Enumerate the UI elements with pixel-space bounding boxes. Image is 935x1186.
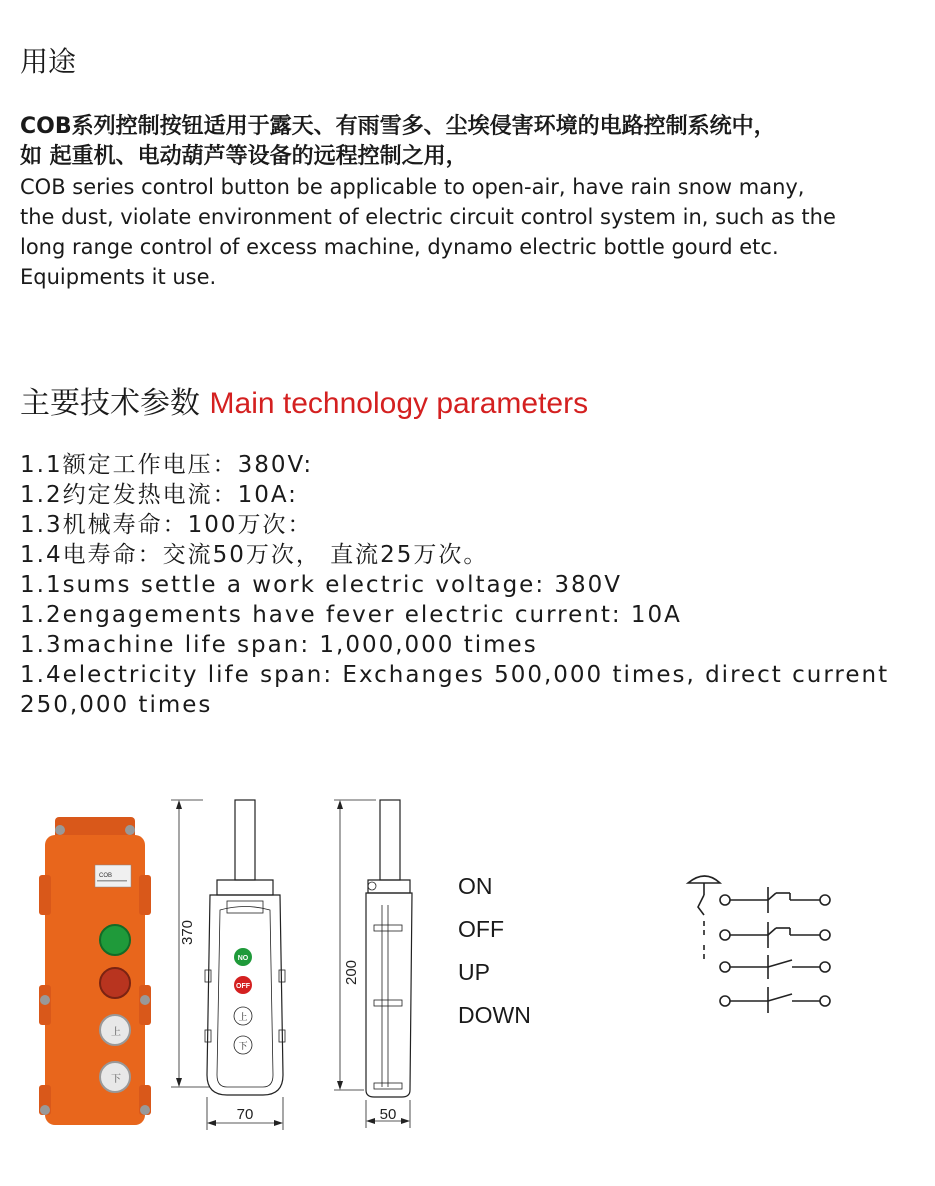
usage-line-en-4: Equipments it use.	[20, 265, 217, 289]
function-on: ON	[458, 873, 493, 899]
usage-line-en-3: long range control of excess machine, dynamo electric bottle gourd etc.	[20, 235, 779, 259]
function-off: OFF	[458, 916, 504, 942]
product-photo	[35, 815, 155, 1135]
dimension-370: 370	[179, 919, 196, 945]
svg-text:上: 上	[111, 1027, 121, 1038]
parameter-item: 1.1sums settle a work electric voltage: 380V	[20, 572, 623, 598]
function-down: DOWN	[458, 1002, 531, 1028]
front-button-no: NO	[237, 955, 249, 962]
side-view-drawing	[330, 795, 425, 1135]
parameters-heading-en: Main technology parameters	[209, 387, 589, 420]
function-labels	[458, 865, 531, 1037]
parameters-list	[20, 450, 920, 720]
dimension-50: 50	[379, 1106, 397, 1123]
function-up: UP	[458, 959, 490, 985]
dimension-70: 70	[236, 1106, 254, 1123]
parameter-item: 250,000 times	[20, 692, 213, 718]
usage-heading: 用途	[20, 45, 77, 78]
photo-nameplate: COB	[99, 873, 113, 879]
parameters-heading-zh: 主要技术参数	[20, 386, 200, 421]
front-view-drawing	[165, 795, 295, 1135]
usage-line-en-2: the dust, violate environment of electric circuit control system in, such as the	[20, 205, 836, 229]
front-button-off: OFF	[236, 983, 250, 990]
parameter-item: 1.2约定发热电流：10A:	[20, 482, 298, 508]
red-button-photo	[100, 968, 130, 998]
svg-text:下: 下	[111, 1074, 121, 1085]
parameter-item: 1.3machine life span: 1,000,000 times	[20, 632, 538, 658]
green-button-photo	[100, 925, 130, 955]
front-button-down: 下	[238, 1041, 248, 1051]
usage-description	[20, 112, 920, 292]
circuit-schematic	[680, 865, 840, 1015]
parameter-item: 1.2engagements have fever electric current: 10A	[20, 602, 682, 628]
parameter-item: 1.4electricity life span: Exchanges 500,000 times, direct current	[20, 662, 890, 688]
front-button-up: 上	[238, 1012, 248, 1022]
parameter-item: 1.4电寿命：交流50万次， 直流25万次。	[20, 542, 489, 568]
usage-line-zh-1: COB系列控制按钮适用于露天、有雨雪多、尘埃侵害环境的电路控制系统中，	[20, 114, 776, 139]
parameter-item: 1.3机械寿命：100万次：	[20, 512, 313, 538]
usage-line-en-1: COB series control button be applicable to open-air, have rain snow many,	[20, 175, 805, 199]
dimension-200: 200	[343, 959, 360, 985]
usage-line-zh-2: 如 起重机、电动葫芦等设备的远程控制之用，	[20, 144, 468, 169]
parameters-heading	[20, 378, 588, 422]
parameter-item: 1.1额定工作电压：380V:	[20, 452, 314, 478]
